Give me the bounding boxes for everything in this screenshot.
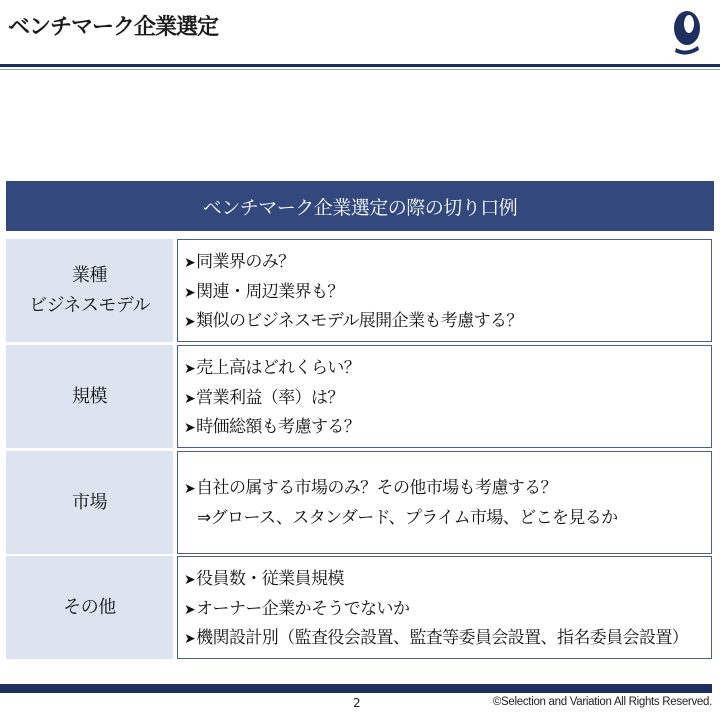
arrow-bullet-icon: ➤	[184, 631, 196, 647]
list-item: ➤同業界のみ？	[184, 252, 295, 272]
row-label	[6, 239, 173, 342]
table-header: ベンチマーク企業選定の際の切り口例	[6, 181, 714, 231]
footer-bar	[0, 684, 712, 693]
arrow-bullet-icon: ➤	[184, 601, 196, 618]
arrow-bullet-icon: ➤	[184, 572, 196, 588]
list-item: ➤類似のビジネスモデル展開企業も考慮する？	[184, 311, 523, 331]
arrow-bullet-icon: ➤	[184, 390, 196, 407]
arrow-bullet-icon: ➤	[184, 420, 196, 436]
row-label-line: ビジネスモデル	[28, 294, 151, 316]
page-title: ベンチマーク企業選定	[8, 15, 219, 40]
header-divider-thin	[0, 69, 720, 70]
list-item: ➤売上高はどれくらい？	[184, 358, 361, 378]
list-item: ➤役員数・従業員規模	[184, 569, 344, 589]
row-label-line: 市場	[72, 491, 107, 513]
list-item: ➤関連・周辺業界も？	[184, 281, 344, 302]
copyright-notice: ©Selection and Variation All Rights Reserved.	[492, 696, 712, 708]
list-item: ➤オーナー企業かそうでないか	[184, 598, 410, 619]
row-label-line: 業種	[72, 264, 107, 286]
company-logo-icon	[672, 8, 702, 56]
row-content	[177, 556, 712, 659]
table-row-market	[6, 451, 714, 554]
row-label-line: 規模	[72, 385, 107, 407]
list-item: ➤機関設計別（監査役会設置、監査等委員会設置、指名委員会設置）	[184, 628, 689, 648]
row-label	[6, 556, 173, 659]
page-number: 2	[353, 696, 361, 710]
list-item: ➤営業利益（率）は？	[184, 387, 344, 408]
table-row-other	[6, 556, 714, 659]
row-label	[6, 345, 173, 448]
row-content	[177, 239, 712, 342]
list-sub-item: ⇒グロース、スタンダード、プライム市場、どこを見るか	[197, 507, 618, 528]
row-label-line: その他	[63, 596, 116, 618]
row-content	[177, 451, 712, 554]
arrow-bullet-icon: ➤	[184, 361, 196, 377]
list-item: ➤自社の属する市場のみ？その他市場も考慮する？	[184, 478, 557, 498]
header-divider	[0, 64, 720, 67]
arrow-bullet-icon: ➤	[184, 284, 196, 301]
list-item: ➤時価総額も考慮する？	[184, 417, 361, 437]
row-content	[177, 345, 712, 448]
table-row-scale	[6, 345, 714, 448]
arrow-bullet-icon: ➤	[184, 314, 196, 330]
table-row-industry	[6, 239, 714, 342]
row-label	[6, 451, 173, 554]
arrow-bullet-icon: ➤	[184, 481, 196, 497]
arrow-bullet-icon: ➤	[184, 255, 196, 271]
